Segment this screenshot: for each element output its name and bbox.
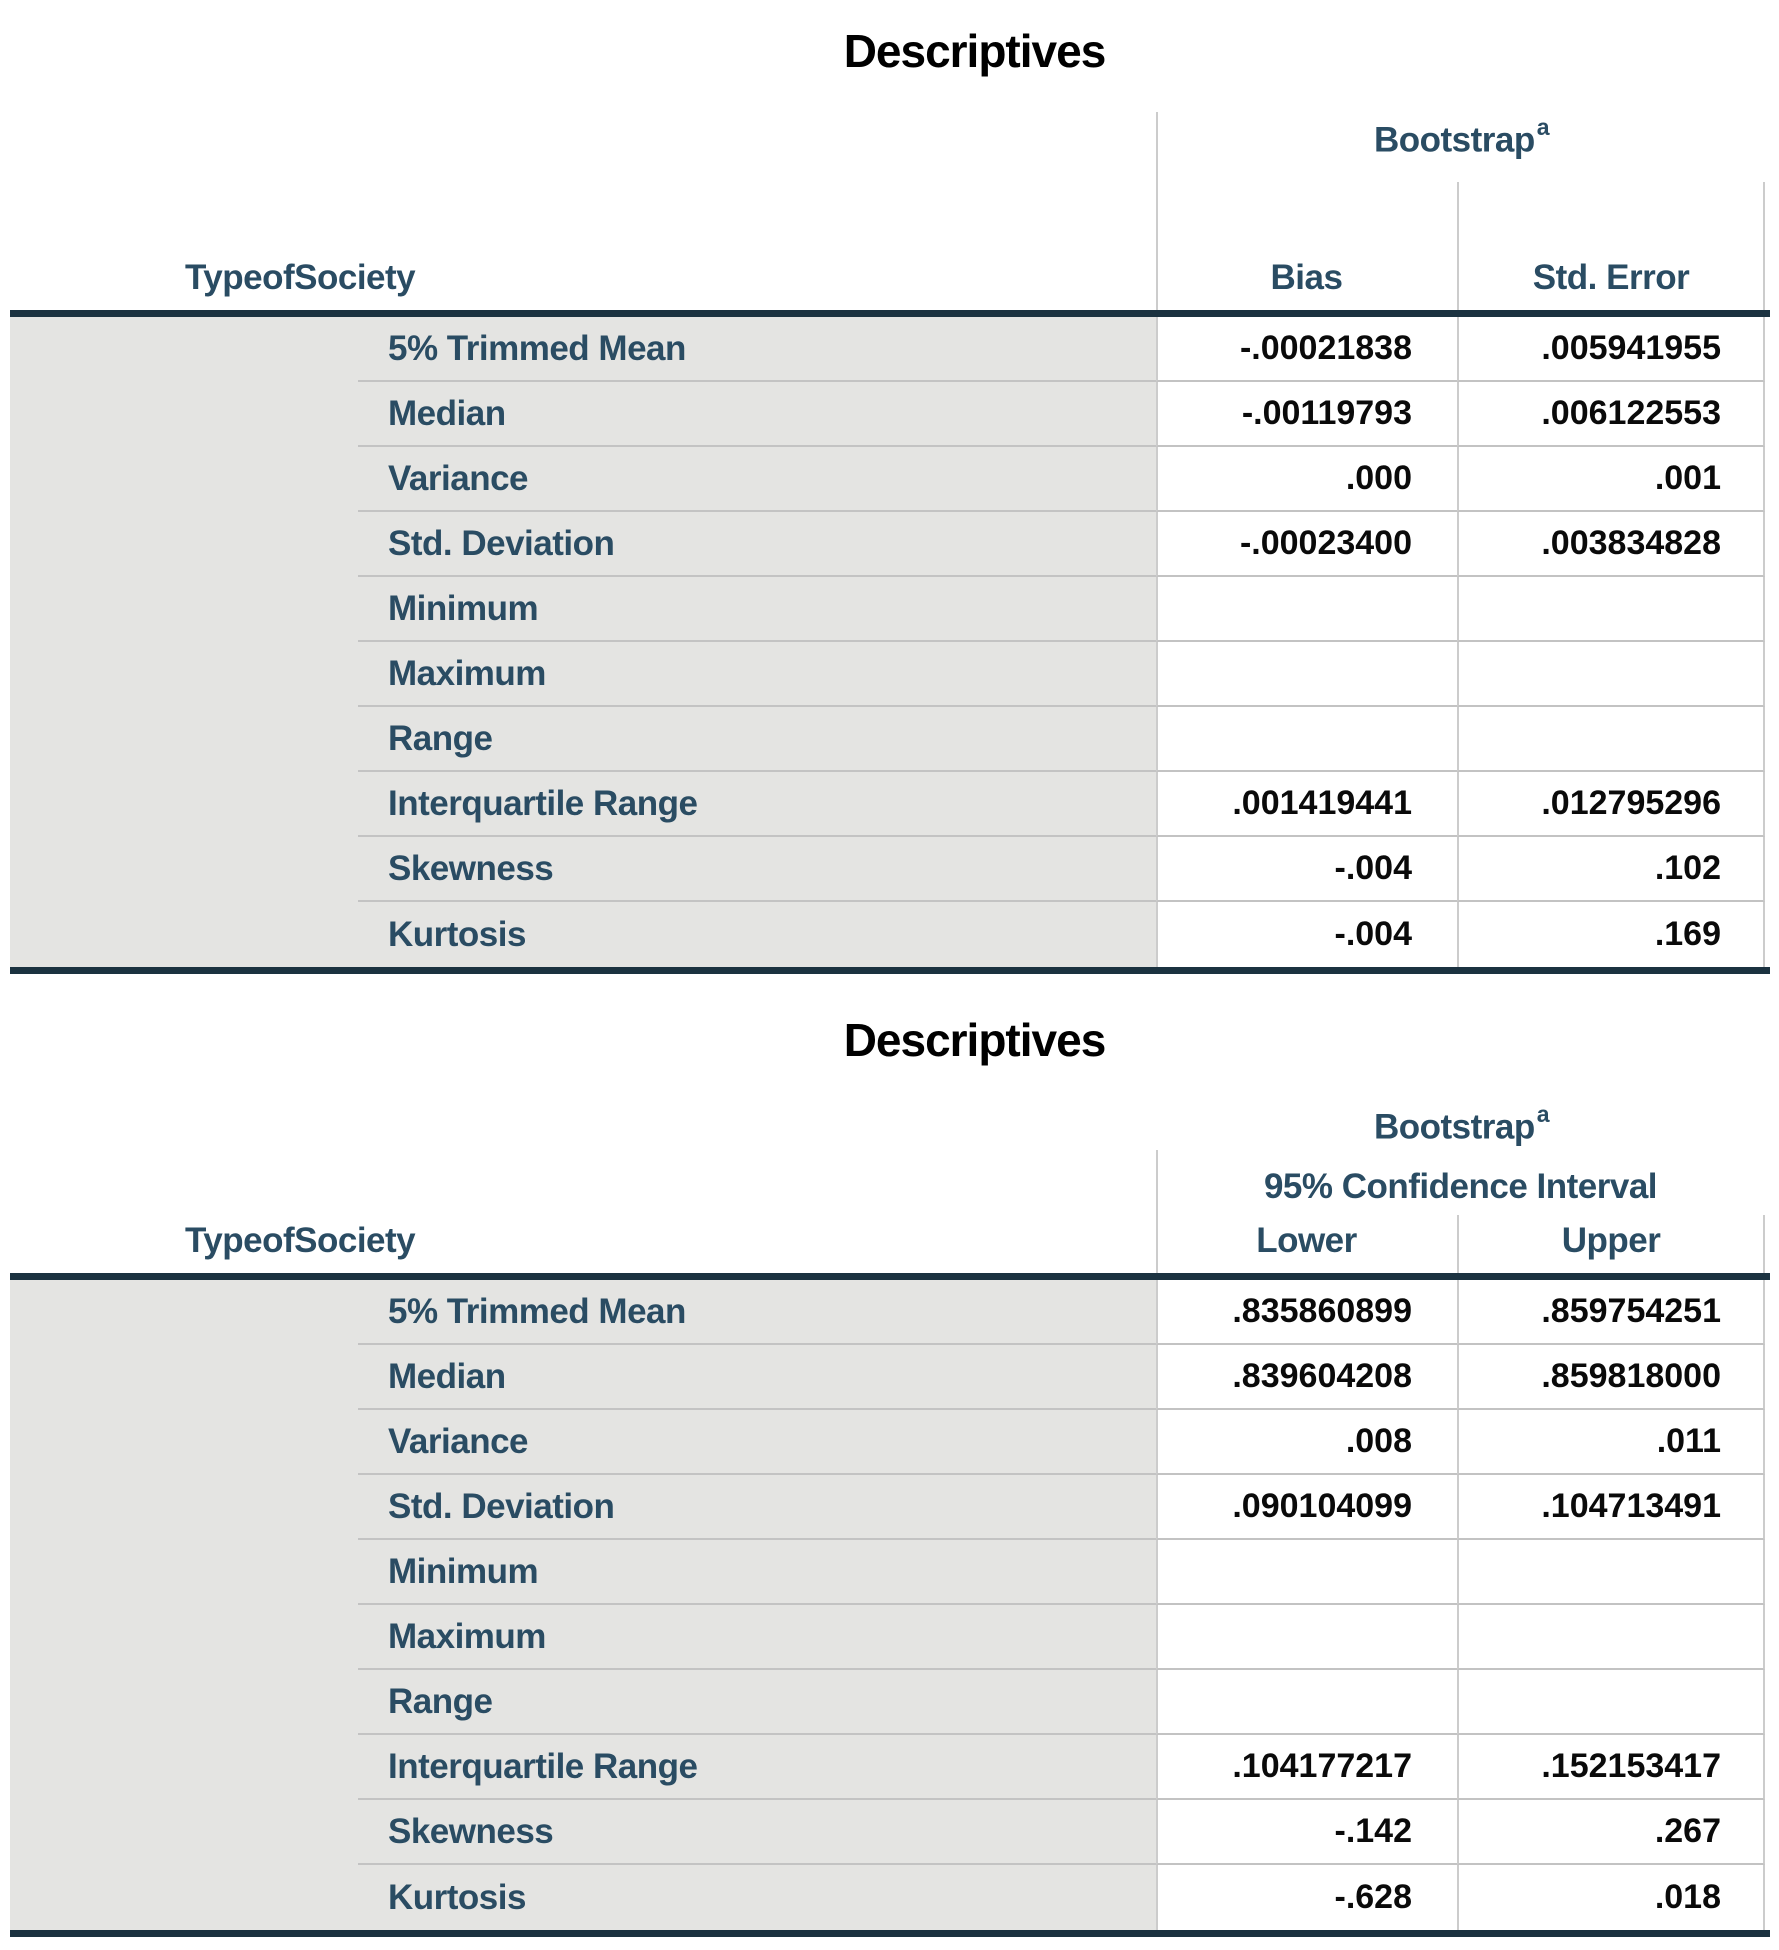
group-cell [10,1475,358,1540]
group-cell [10,642,358,707]
stats-table-body [10,317,1765,967]
footnote-marker: a [1536,114,1550,140]
value-cell-col2 [1457,1540,1765,1605]
value-cell-col1: -.00119793 [1156,382,1457,447]
bootstrap-spanner-text: Bootstrap [1373,1107,1535,1147]
stat-label-cell: Kurtosis [358,1865,1156,1930]
column-header-std-error: Std. Error [1532,258,1690,297]
value-cell-col1: .835860899 [1156,1280,1457,1345]
stat-row [10,642,1765,707]
value-cell-col2 [1457,642,1765,707]
value-cell-col2: .003834828 [1457,512,1765,577]
stat-row [10,772,1765,837]
value-cell-col2: .104713491 [1457,1475,1765,1540]
value-cell-col2: .001 [1457,447,1765,512]
stat-label-cell: Range [358,1670,1156,1735]
column-header-lower: Lower [1256,1221,1357,1260]
table-bottom-rule [10,967,1770,974]
value-cell-col2 [1457,1670,1765,1735]
group-cell [10,1410,358,1475]
value-cell-col1: .001419441 [1156,772,1457,837]
stat-label-cell: Maximum [358,1605,1156,1670]
stat-label-cell: Variance [358,1410,1156,1475]
value-cell-col2: .859818000 [1457,1345,1765,1410]
value-cell-col2: .005941955 [1457,317,1765,382]
header-divider-line [1457,182,1459,310]
stat-row [10,1475,1765,1540]
value-cell-col2: .152153417 [1457,1735,1765,1800]
stat-row [10,577,1765,642]
stat-row [10,902,1765,967]
header-divider-line [1457,1215,1459,1273]
stat-label-cell: Interquartile Range [358,772,1156,837]
stat-label-cell: Range [358,707,1156,772]
stat-label-cell: Std. Deviation [358,512,1156,577]
group-cell [10,1280,358,1345]
value-cell-col1 [1156,577,1457,642]
bootstrap-spanner-label [1156,114,1765,161]
value-cell-col2: .102 [1457,837,1765,902]
stat-row [10,1345,1765,1410]
stat-row [10,1540,1765,1605]
header-divider-line [1763,1215,1765,1273]
header-divider-line [1156,1150,1158,1273]
stat-row [10,1605,1765,1670]
value-cell-col1 [1156,642,1457,707]
group-cell [10,1670,358,1735]
value-cell-col2: .011 [1457,1410,1765,1475]
value-cell-col2: .012795296 [1457,772,1765,837]
stat-row [10,837,1765,902]
stat-row [10,1865,1765,1930]
value-cell-col2: .267 [1457,1800,1765,1865]
column-header-upper: Upper [1561,1221,1661,1260]
header-divider-line [1763,182,1765,310]
value-cell-col1 [1156,1670,1457,1735]
stat-row [10,317,1765,382]
table-top-rule [10,310,1770,317]
stat-label-cell: 5% Trimmed Mean [358,317,1156,382]
value-cell-col1: -.00021838 [1156,317,1457,382]
table-header [10,1097,1770,1273]
group-cell [10,1540,358,1605]
stat-label-cell: Minimum [358,1540,1156,1605]
group-cell [10,902,358,967]
value-cell-col2 [1457,707,1765,772]
value-cell-col1 [1156,1605,1457,1670]
column-header-bias: Bias [1270,258,1343,297]
stat-label-cell: Median [358,1345,1156,1410]
value-cell-col2: .859754251 [1457,1280,1765,1345]
value-cell-col1: -.142 [1156,1800,1457,1865]
table-header [10,110,1770,310]
value-cell-col1: .000 [1156,447,1457,512]
value-cell-col1: .008 [1156,1410,1457,1475]
group-cell [10,317,358,382]
table-top-rule [10,1273,1770,1280]
group-cell [10,1865,358,1930]
stat-row [10,1410,1765,1475]
stats-table-body [10,1280,1765,1930]
stat-label-cell: Variance [358,447,1156,512]
value-cell-col2: .006122553 [1457,382,1765,447]
table-title: Descriptives [843,1014,1106,1066]
stat-label-cell: Maximum [358,642,1156,707]
stat-label-cell: 5% Trimmed Mean [358,1280,1156,1345]
value-cell-col2: .169 [1457,902,1765,967]
value-cell-col2 [1457,577,1765,642]
group-cell [10,1735,358,1800]
value-cell-col1: -.004 [1156,837,1457,902]
stat-label-cell: Std. Deviation [358,1475,1156,1540]
group-cell [10,382,358,447]
group-cell [10,512,358,577]
stat-row [10,1800,1765,1865]
stat-row [10,382,1765,447]
group-cell [10,707,358,772]
stat-row [10,1735,1765,1800]
stat-row [10,707,1765,772]
value-cell-col2: .018 [1457,1865,1765,1930]
stat-row [10,512,1765,577]
footnote-marker: a [1536,1101,1550,1127]
value-cell-col1: -.00023400 [1156,512,1457,577]
value-cell-col1: -.004 [1156,902,1457,967]
row-dimension-label: TypeofSociety [185,258,416,297]
value-cell-col2 [1457,1605,1765,1670]
value-cell-col1: .104177217 [1156,1735,1457,1800]
stat-label-cell: Median [358,382,1156,447]
group-cell [10,447,358,512]
group-cell [10,577,358,642]
value-cell-col1 [1156,1540,1457,1605]
bootstrap-spanner-label [1156,1101,1765,1148]
value-cell-col1: .839604208 [1156,1345,1457,1410]
value-cell-col1: -.628 [1156,1865,1457,1930]
row-dimension-label: TypeofSociety [185,1221,416,1260]
stat-label-cell: Kurtosis [358,902,1156,967]
stat-label-cell: Skewness [358,837,1156,902]
stat-row [10,1670,1765,1735]
stat-row [10,447,1765,512]
table-title: Descriptives [843,25,1106,77]
table-bottom-rule [10,1930,1770,1937]
confidence-interval-spanner: 95% Confidence Interval [1263,1167,1658,1206]
stat-label-cell: Interquartile Range [358,1735,1156,1800]
header-divider-line [1156,112,1158,310]
value-cell-col1: .090104099 [1156,1475,1457,1540]
group-cell [10,1345,358,1410]
group-cell [10,837,358,902]
stat-label-cell: Skewness [358,1800,1156,1865]
value-cell-col1 [1156,707,1457,772]
group-cell [10,772,358,837]
group-cell [10,1800,358,1865]
group-cell [10,1605,358,1670]
stat-row [10,1280,1765,1345]
stat-label-cell: Minimum [358,577,1156,642]
bootstrap-spanner-text: Bootstrap [1373,120,1535,160]
